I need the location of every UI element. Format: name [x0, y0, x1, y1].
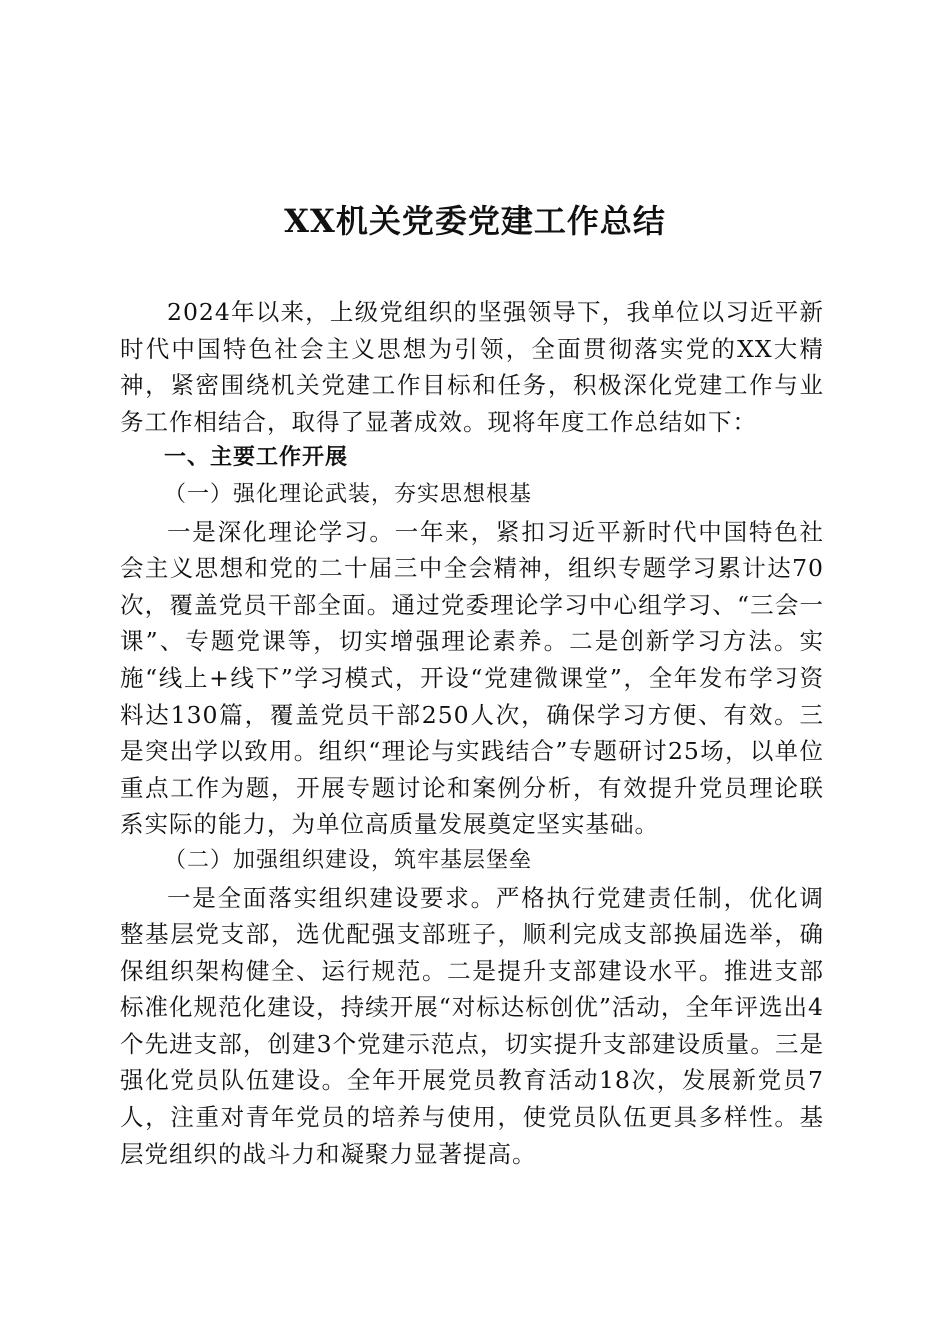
theory-paragraph: 一是深化理论学习。一年来，紧扣习近平新时代中国特色社会主义思想和党的二十届三中全会精神，组织专题学习累计达70次，覆盖党员干部全面。通过党委理论学习中心组学习、“三会一课”、专题党课等，切实增强理论素养。二是创新学习方法。实施“线上+线下”学习模式，开设“党建微课堂”，全年发布学习资料达130篇，覆盖党员干部250人次，确保学习方便、有效。三是突出学以致用。组织“理论与实践结合”专题研讨25场，以单位重点工作为题，开展专题讨论和案例分析，有效提升党员理论联系实际的能力，为单位高质量发展奠定坚实基础。 — [120, 517, 824, 839]
section-heading-main-work: 一、主要工作开展 — [164, 445, 349, 471]
intro-paragraph: 2024年以来，上级党组织的坚强领导下，我单位以习近平新时代中国特色社会主义思想为引领，全面贯彻落实党的XX大精神，紧密围绕机关党建工作目标和任务，积极深化党建工作与业务工作相结合，取得了显著成效。现将年度工作总结如下： — [120, 298, 824, 436]
document-title: XX机关党委党建工作总结 — [284, 202, 666, 240]
subsection-heading-organization: （二）加强组织建设，筑牢基层堡垒 — [164, 847, 533, 873]
document-body — [120, 294, 824, 1172]
organization-paragraph: 一是全面落实组织建设要求。严格执行党建责任制，优化调整基层党支部，选优配强支部班子，顺利完成支部换届选举，确保组织架构健全、运行规范。二是提升支部建设水平。推进支部标准化规范化建设，持续开展“对标达标创优”活动，全年评选出4个先进支部，创建3个党建示范点，切实提升支部建设质量。三是强化党员队伍建设。全年开展党员教育活动18次，发展新党员7人，注重对青年党员的培养与使用，使党员队伍更具多样性。基层党组织的战斗力和凝聚力显著提高。 — [120, 883, 824, 1168]
subsection-heading-theory: （一）强化理论武装，夯实思想根基 — [164, 481, 533, 507]
